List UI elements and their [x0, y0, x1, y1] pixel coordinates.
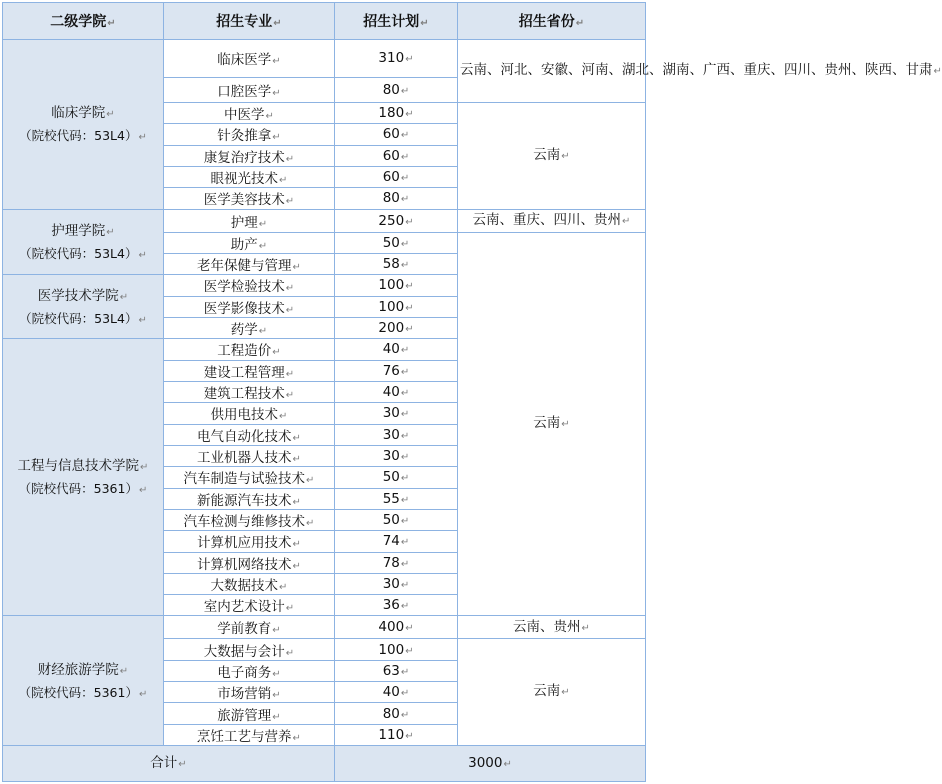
college-cell-finance: 财经旅游学院↵ （院校代码：5361）↵: [3, 616, 164, 746]
major-cell: 学前教育↵: [164, 616, 335, 639]
plan-cell: 76↵: [335, 360, 458, 381]
major-cell: 大数据与会计↵: [164, 639, 335, 660]
plan-cell: 310↵: [335, 40, 458, 78]
college-cell-medtech: 医学技术学院↵ （院校代码：53L4）↵: [3, 275, 164, 339]
plan-cell: 80↵: [335, 77, 458, 102]
plan-cell: 40↵: [335, 381, 458, 402]
plan-cell: 110↵: [335, 724, 458, 745]
plan-cell: 250↵: [335, 209, 458, 232]
major-cell: 医学影像技术↵: [164, 296, 335, 317]
province-cell-finance-top: 云南、贵州↵: [458, 616, 646, 639]
major-cell: 电气自动化技术↵: [164, 424, 335, 445]
major-cell: 汽车制造与试验技术↵: [164, 467, 335, 488]
plan-cell: 30↵: [335, 403, 458, 424]
major-cell: 药学↵: [164, 317, 335, 338]
plan-cell: 100↵: [335, 639, 458, 660]
major-cell: 医学美容技术↵: [164, 188, 335, 209]
plan-cell: 60↵: [335, 124, 458, 145]
major-cell: 建设工程管理↵: [164, 360, 335, 381]
plan-cell: 100↵: [335, 296, 458, 317]
major-cell: 康复治疗技术↵: [164, 145, 335, 166]
plan-cell: 100↵: [335, 275, 458, 296]
major-cell: 眼视光技术↵: [164, 166, 335, 187]
major-cell: 临床医学↵: [164, 40, 335, 78]
province-cell-clinical-rest: 云南↵: [458, 102, 646, 209]
major-cell: 计算机网络技术↵: [164, 552, 335, 573]
major-cell: 电子商务↵: [164, 660, 335, 681]
province-cell-finance-rest: 云南↵: [458, 639, 646, 746]
plan-cell: 200↵: [335, 317, 458, 338]
major-cell: 新能源汽车技术↵: [164, 488, 335, 509]
college-cell-nursing: 护理学院↵ （院校代码：53L4）↵: [3, 209, 164, 275]
plan-cell: 30↵: [335, 445, 458, 466]
total-value: 3000↵: [335, 746, 646, 782]
plan-cell: 50↵: [335, 232, 458, 253]
major-cell: 供用电技术↵: [164, 403, 335, 424]
total-row: [3, 746, 646, 782]
plan-cell: 180↵: [335, 102, 458, 123]
plan-cell: 74↵: [335, 531, 458, 552]
table-row: [3, 40, 646, 78]
plan-cell: 30↵: [335, 573, 458, 594]
major-cell: 口腔医学↵: [164, 77, 335, 102]
college-cell-clinical: 临床学院↵ （院校代码：53L4）↵: [3, 40, 164, 210]
major-cell: 计算机应用技术↵: [164, 531, 335, 552]
major-cell: 大数据技术↵: [164, 573, 335, 594]
major-cell: 汽车检测与维修技术↵: [164, 509, 335, 530]
major-cell: 医学检验技术↵: [164, 275, 335, 296]
major-cell: 工程造价↵: [164, 339, 335, 360]
major-cell: 市场营销↵: [164, 682, 335, 703]
major-cell: 护理↵: [164, 209, 335, 232]
plan-cell: 58↵: [335, 253, 458, 274]
plan-cell: 63↵: [335, 660, 458, 681]
major-cell: 工业机器人技术↵: [164, 445, 335, 466]
plan-cell: 55↵: [335, 488, 458, 509]
enrollment-table: [2, 2, 942, 782]
college-cell-engineering: 工程与信息技术学院↵ （院校代码：5361）↵: [3, 339, 164, 616]
table-row: [3, 616, 646, 639]
header-plan: 招生计划↵: [335, 3, 458, 40]
major-cell: 旅游管理↵: [164, 703, 335, 724]
plan-cell: 80↵: [335, 703, 458, 724]
province-cell-yunnan-large: 云南↵: [458, 232, 646, 616]
header-college: 二级学院↵: [3, 3, 164, 40]
plan-cell: 50↵: [335, 509, 458, 530]
province-cell-nursing-top: 云南、重庆、四川、贵州↵: [458, 209, 646, 232]
major-cell: 中医学↵: [164, 102, 335, 123]
plan-cell: 78↵: [335, 552, 458, 573]
plan-cell: 30↵: [335, 424, 458, 445]
plan-cell: 60↵: [335, 145, 458, 166]
header-province: 招生省份↵: [458, 3, 646, 40]
plan-cell: 40↵: [335, 339, 458, 360]
plan-cell: 50↵: [335, 467, 458, 488]
province-cell-clinical-top: 云南、河北、安徽、河南、湖北、湖南、广西、重庆、四川、贵州、陕西、甘肃↵: [458, 40, 646, 103]
header-major: 招生专业↵: [164, 3, 335, 40]
major-cell: 助产↵: [164, 232, 335, 253]
total-label: 合计↵: [3, 746, 335, 782]
major-cell: 烹饪工艺与营养↵: [164, 724, 335, 745]
plan-cell: 80↵: [335, 188, 458, 209]
plan-cell: 400↵: [335, 616, 458, 639]
major-cell: 建筑工程技术↵: [164, 381, 335, 402]
plan-cell: 36↵: [335, 595, 458, 616]
plan-cell: 60↵: [335, 166, 458, 187]
plan-cell: 40↵: [335, 682, 458, 703]
header-row: [3, 3, 646, 40]
major-cell: 针灸推拿↵: [164, 124, 335, 145]
major-cell: 室内艺术设计↵: [164, 595, 335, 616]
major-cell: 老年保健与管理↵: [164, 253, 335, 274]
table-row: [3, 209, 646, 232]
